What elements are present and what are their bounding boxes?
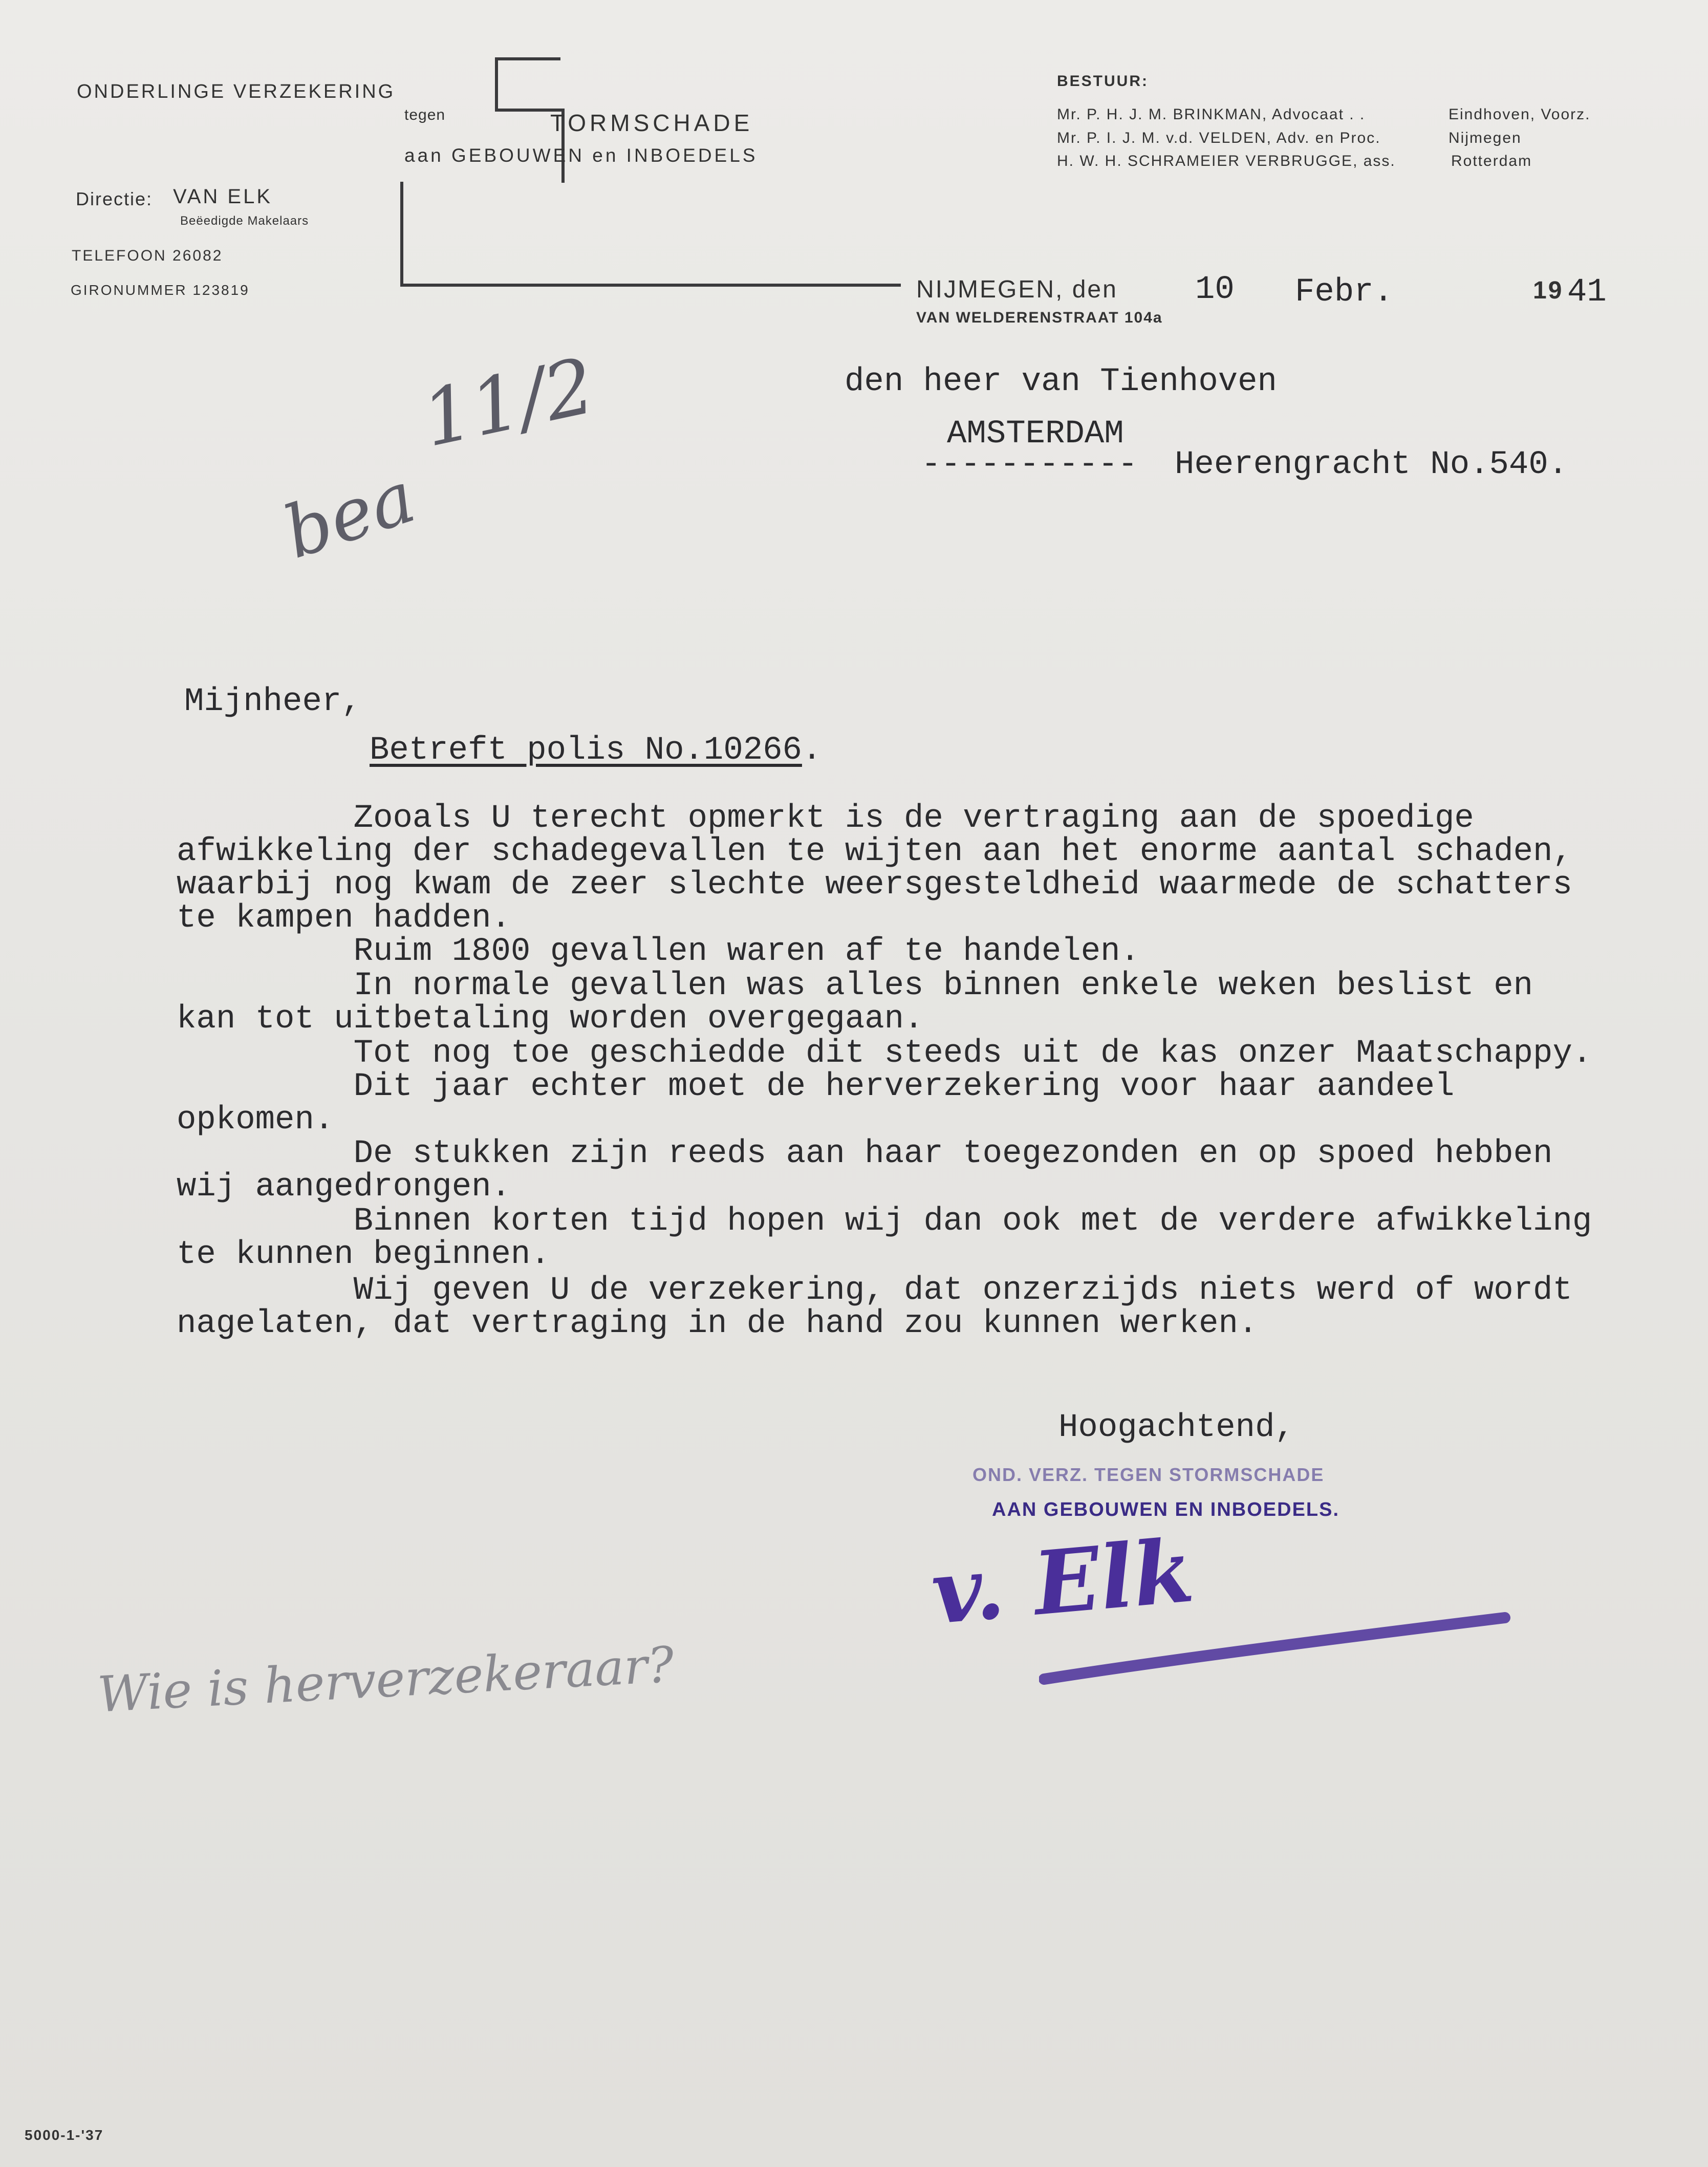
- directie-sub: Beëedigde Makelaars: [180, 214, 309, 228]
- handwritten-initials: bea: [274, 455, 425, 575]
- signature-flourish: [1039, 1602, 1515, 1689]
- date-day: 10: [1195, 271, 1235, 308]
- stormschade-logo-frame: [394, 54, 906, 294]
- bestuur-member-place: Rotterdam: [1451, 153, 1532, 169]
- telefoon: TELEFOON 26082: [72, 247, 223, 264]
- subject-text: Betreft polis No.10266: [370, 732, 802, 769]
- recipient-name: den heer van Tienhoven: [845, 363, 1277, 400]
- address-dashes: -----------: [921, 446, 1138, 483]
- body-line: Zooals U terecht opmerkt is de vertraging aan de spoedige: [177, 800, 1474, 837]
- bestuur-member-place: Nijmegen: [1448, 130, 1522, 146]
- date-month: Febr.: [1295, 274, 1394, 311]
- body-line: Tot nog toe geschiedde dit steeds uit de kas onzer Maatschappy.: [177, 1035, 1592, 1072]
- footer-print-code: 5000-1-'37: [25, 2127, 104, 2143]
- directie-label: Directie:: [76, 188, 153, 209]
- bestuur-member-place: Eindhoven, Voorz.: [1448, 106, 1591, 123]
- body-line: Wij geven U de verzekering, dat onzerzijds niets werd of wordt: [177, 1272, 1572, 1309]
- company-stamp-line1: OND. VERZ. TEGEN STORMSCHADE: [972, 1464, 1325, 1485]
- bestuur-member-name: Mr. P. I. J. M. v.d. VELDEN, Adv. en Proc.: [1057, 130, 1381, 146]
- closing: Hoogachtend,: [1058, 1409, 1294, 1446]
- city-label: NIJMEGEN, den: [916, 276, 1118, 303]
- body-line: kan tot uitbetaling worden overgegaan.: [177, 1001, 924, 1038]
- body-line: In normale gevallen was alles binnen enkele weken beslist en: [177, 968, 1533, 1004]
- gironummer: GIRONUMMER 123819: [71, 282, 250, 298]
- letterhead-line1: ONDERLINGE VERZEKERING: [77, 81, 396, 102]
- signature: v. Elk: [927, 1519, 1198, 1644]
- street-label: VAN WELDERENSTRAAT 104a: [916, 309, 1163, 326]
- body-line: Binnen korten tijd hopen wij dan ook met de verdere afwikkeling: [177, 1203, 1592, 1240]
- subject-line: [370, 732, 821, 769]
- body-line: De stukken zijn reeds aan haar toegezonden en op spoed hebben: [177, 1135, 1553, 1172]
- handwritten-margin-note: Wie is herverzekeraar?: [96, 1636, 676, 1724]
- body-line: Dit jaar echter moet de herverzekering voor haar aandeel: [177, 1068, 1455, 1105]
- body-line: Ruim 1800 gevallen waren af te handelen.: [177, 933, 1140, 970]
- body-line: te kampen hadden.: [177, 900, 511, 937]
- subject-period: .: [802, 732, 822, 769]
- body-line: opkomen.: [177, 1102, 334, 1139]
- date-year-prefix: 19: [1533, 277, 1564, 304]
- body-line: wij aangedrongen.: [177, 1169, 511, 1206]
- date-year-suffix: 41: [1567, 274, 1607, 311]
- recipient-city: AMSTERDAM: [947, 416, 1124, 453]
- letterhead-brand: TORMSCHADE: [550, 110, 753, 136]
- recipient-street: Heerengracht No.540.: [1175, 446, 1568, 483]
- body-line: te kunnen beginnen.: [177, 1236, 550, 1273]
- body-line: afwikkeling der schadegevallen te wijten aan het enorme aantal schaden,: [177, 833, 1572, 870]
- handwritten-date-note: 11/2: [415, 341, 602, 465]
- salutation: Mijnheer,: [184, 683, 361, 720]
- body-line: waarbij nog kwam de zeer slechte weersgesteldheid waarmede de schatters: [177, 867, 1572, 904]
- letterhead-tegen: tegen: [404, 106, 446, 123]
- company-stamp-line2: AAN GEBOUWEN EN INBOEDELS.: [992, 1499, 1340, 1520]
- letterhead-line3: aan GEBOUWEN en INBOEDELS: [404, 145, 758, 166]
- bestuur-member-name: H. W. H. SCHRAMEIER VERBRUGGE, ass.: [1057, 153, 1396, 169]
- bestuur-label: BESTUUR:: [1057, 73, 1149, 90]
- bestuur-member-name: Mr. P. H. J. M. BRINKMAN, Advocaat . .: [1057, 106, 1366, 123]
- body-line: nagelaten, dat vertraging in de hand zou kunnen werken.: [177, 1305, 1258, 1342]
- directie-name: VAN ELK: [173, 185, 272, 208]
